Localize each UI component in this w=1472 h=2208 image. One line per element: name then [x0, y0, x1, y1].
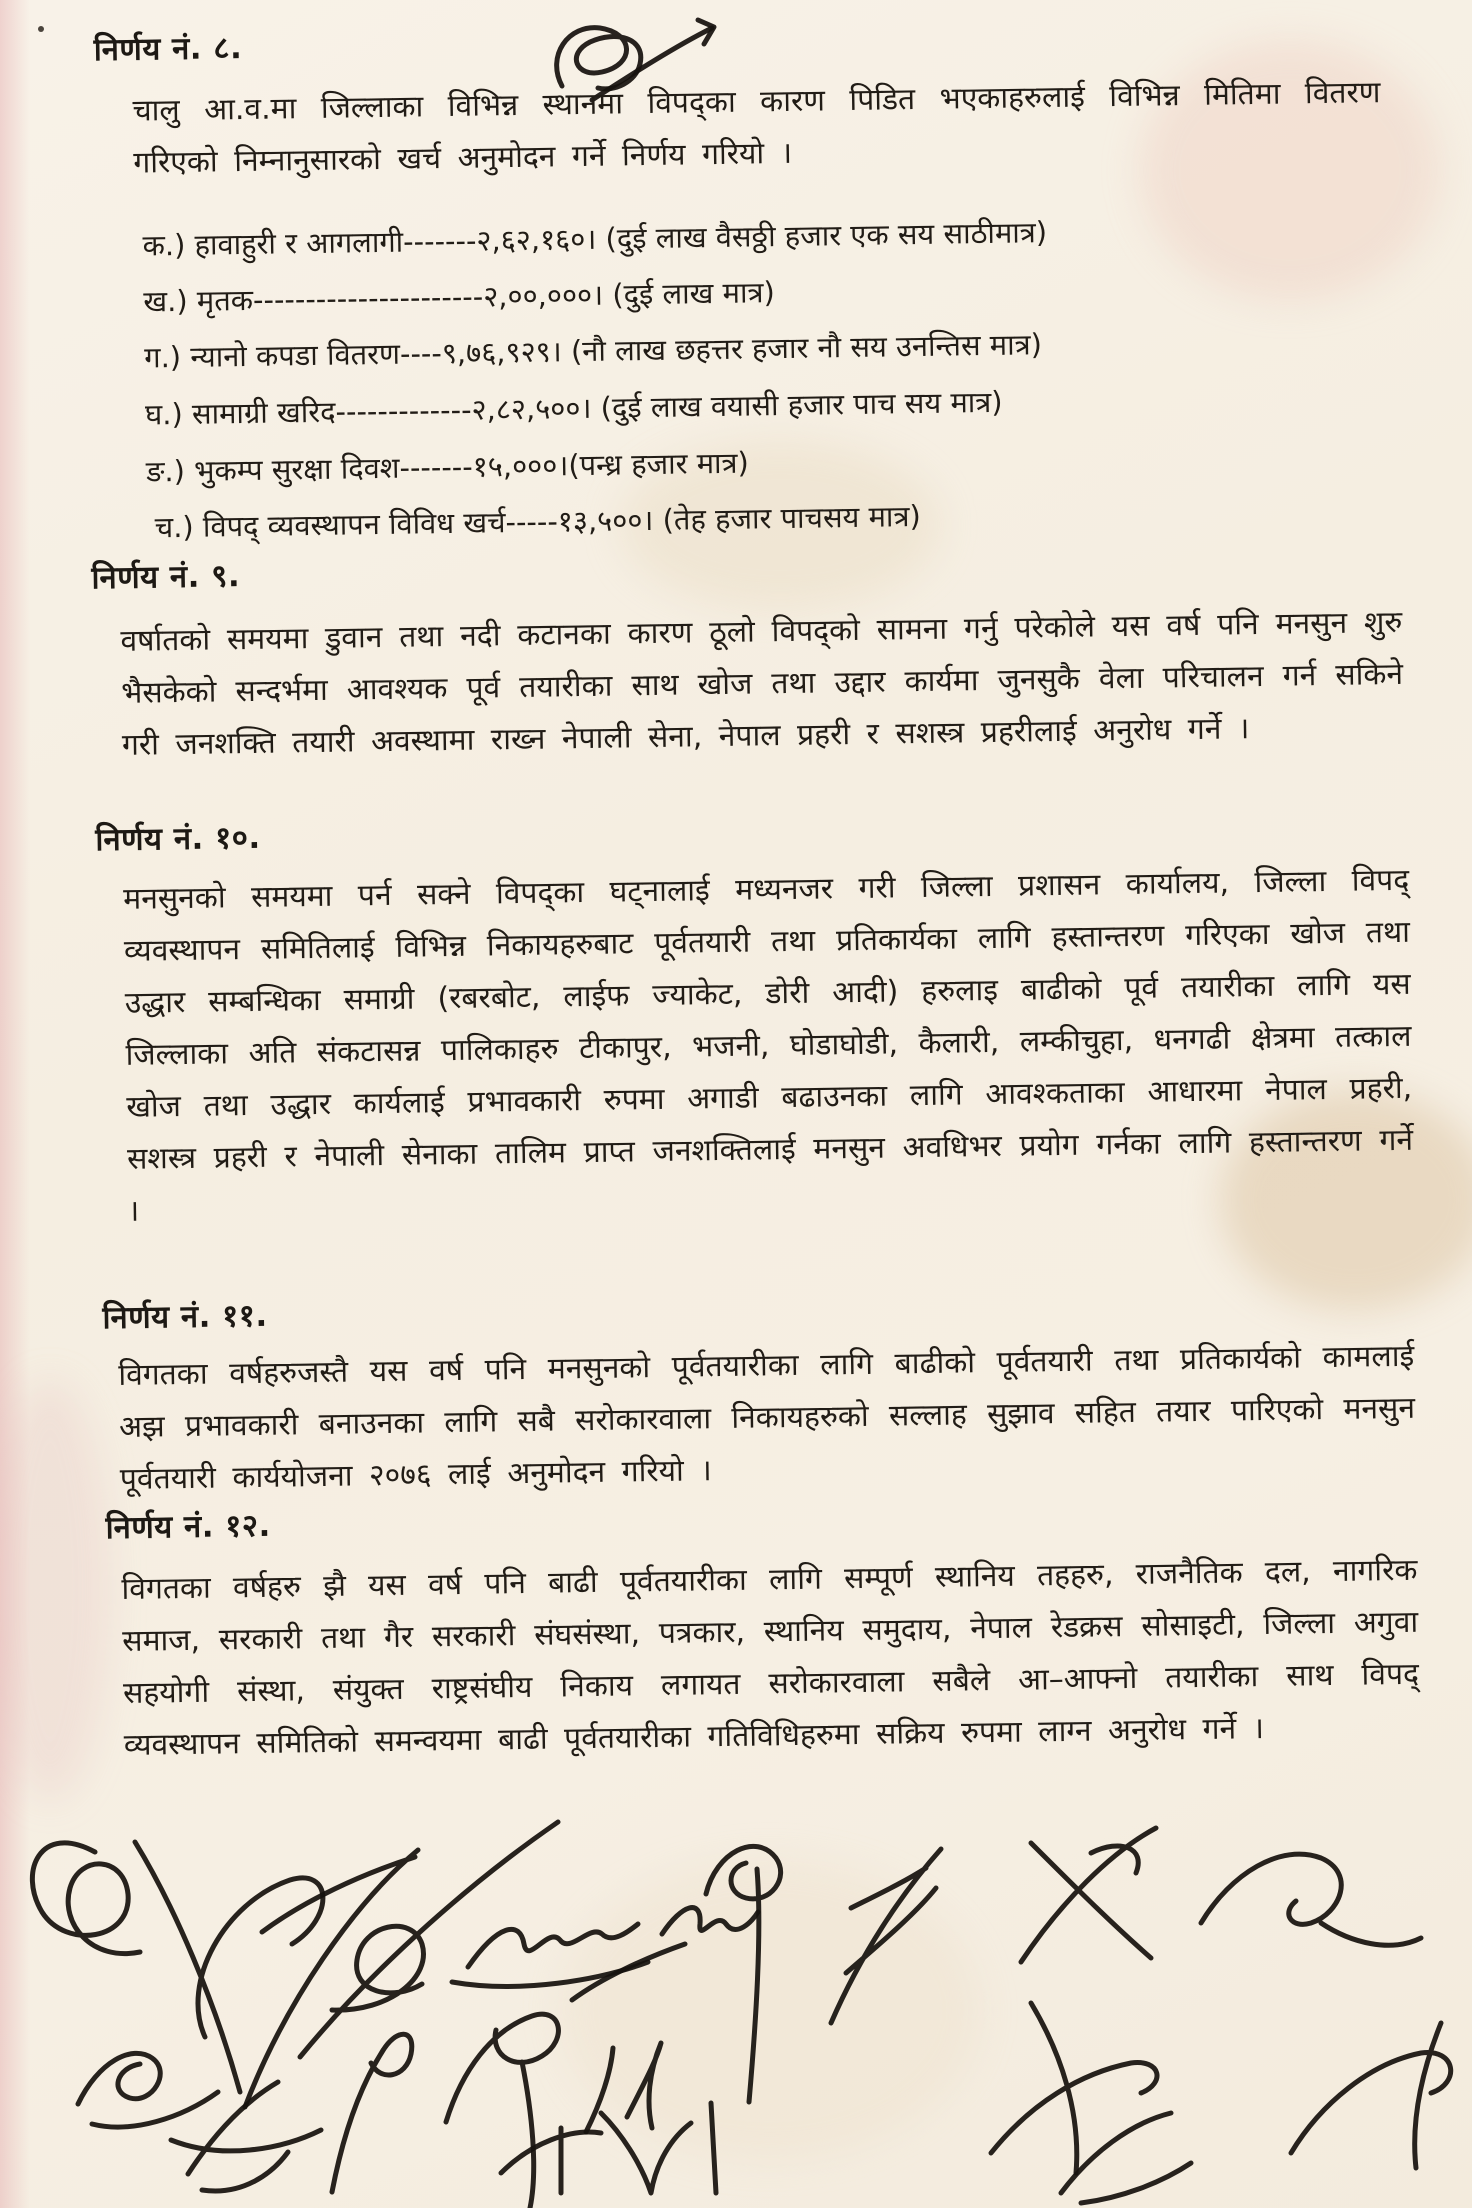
signature-10: [586, 2043, 661, 2132]
decision-11-body: विगतका वर्षहरुजस्तै यस वर्ष पनि मनसुनको पूर्वतयारीका लागि बाढीको पूर्वतयारी तथा प्रतिकार्यको कामलाई अझ प्रभावकारी बनाउनका लागि सबै सरोकारवाला निकायहरुको सल्लाह सुझाव सहित तयार पारिएको मनसुन पूर्वतयारी कार्ययोजना २०७६ लाई अनुमोदन गरियो ।: [118, 1338, 1416, 1497]
decision-10-body: मनसुनको समयमा पर्न सक्ने विपद्का घट्नालाई मध्यनजर गरी जिल्ला प्रशासन कार्यालय, जिल्ला विपद् व्यवस्थापन समितिलाई विभिन्न निकायहरुबाट पूर्वतयारी तथा प्रतिकार्यका लागि हस्तान्तरण गरिएका खोज तथा उद्धार सम्बन्धिका समाग्री (रबरबोट, लाईफ ज्याकेट, डोरी आदी) हरुलाइ बाढीको पूर्व तयारीका लागि यस जिल्लाका अति संकटासन्न पालिकाहरु टीकापुर, भजनी, घोडाघोडी, कैलारी, लम्कीचुहा, धनगढी क्षेत्रमा तत्काल खोज तथा उद्धार कार्यलाई प्रभावकारी रुपमा अगाडी बढाउनका लागि आवश्कताका आधारमा नेपाल प्रहरी, सशस्त्र प्रहरी र नेपाली सेनाका तालिम प्राप्त जनशक्तिलाई मनसुन अवधिभर प्रयोग गर्नका लागि हस्तान्तरण गर्ने ।: [123, 862, 1414, 1229]
decision-8-item-nga: ङ.) भुकम्प सुरक्षा दिवश-------१५,०००।(पन्ध्र हजार मात्र): [145, 445, 750, 489]
decision-8-item-kha: ख.) मृतक----------------------२,००,०००। (दुई लाख मात्र): [143, 275, 776, 319]
decision-9-body: वर्षातको समयमा डुवान तथा नदी कटानका कारण ठूलो विपद्को सामना गर्नु परेकोले यस वर्ष पनि मनसुन शुरु भैसकेको सन्दर्भमा आवश्यक पूर्व तयारीका साथ खोज तथा उद्दार कार्यमा जुनसुकै वेला परिचालन गर्न सकिने गरी जनशक्ति तयारी अवस्थामा राख्न नेपाली सेना, नेपाल प्रहरी र सशस्त्र प्रहरीलाई अनुरोध गर्ने ।: [120, 604, 1404, 763]
signature-12: [831, 1849, 941, 2023]
signature-16: [1291, 2023, 1451, 2168]
signature-8: [332, 2034, 412, 2192]
decision-8-item-cha: च.) विपद् व्यवस्थापन विविध खर्च-----१३,५००। (तेह हजार पाचसय मात्र): [154, 499, 921, 545]
signature-11: [706, 1846, 781, 2102]
signature-15: [991, 2003, 1157, 2173]
decision-10-heading: निर्णय नं. १०.: [95, 819, 261, 859]
decision-8-body: चालु आ.व.मा जिल्लाका विभिन्न स्थानमा विपद्का कारण पिडित भएकाहरुलाई विभिन्न मितिमा वितरण गरिएको निम्नानुसारको खर्च अनुमोदन गर्ने निर्णय गरियो ।: [132, 75, 1381, 181]
signature-13: [1021, 1828, 1156, 1962]
signature-14: [1201, 1854, 1421, 1945]
decision-11-heading: निर्णय नं. ११.: [102, 1297, 268, 1337]
signature-18: [1061, 2113, 1191, 2203]
decision-9-heading: निर्णय नं. ९.: [91, 558, 241, 597]
signature-6: [78, 2053, 218, 2127]
signature-4: [452, 1924, 648, 1986]
decision-8-item-gha: घ.) सामाग्री खरिद-------------२,८२,५००। (दुई लाख वयासी हजार पाच सय मात्र): [144, 384, 1003, 432]
decision-8-heading: निर्णय नं. ८.: [93, 30, 243, 69]
decision-8-item-ka: क.) हावाहुरी र आगलागी-------२,६२,१६०। (दुई लाख वैसठ्ठी हजार एक सय साठीमात्र): [142, 215, 1048, 263]
signature-9: [446, 2014, 558, 2208]
signature-1: [32, 1842, 323, 2092]
decision-12-body: विगतका वर्षहरु झै यस वर्ष पनि बाढी पूर्वतयारीका लागि सम्पूर्ण स्थानिय तहहरु, राजनैतिक दल, नागरिक समाज, सरकारी तथा गैर सरकारी संघसंस्था, पत्रकार, स्थानिय समुदाय, नेपाल रेडक्रस सोसाइटी, जिल्ला अगुवा सहयोगी संस्था, संयुक्त राष्ट्रसंघीय निकाय लगायत सरोकारवाला सबैले आ–आफ्नो तयारीका साथ विपद् व्यवस्थापन समितिको समन्वयमा बाढी पूर्वतयारीका गतिविधिहरुमा सक्रिय रुपमा लाग्न अनुरोध गर्ने ।: [121, 1552, 1420, 1763]
decision-8-item-ga: ग.) न्यानो कपडा वितरण----९,७६,९२९। (नौ लाख छहत्तर हजार नौ सय उनन्तिस मात्र): [143, 327, 1043, 375]
signature-5: [572, 1908, 758, 2000]
committee-signatures-block: [0, 1772, 1472, 2208]
decision-12-heading: निर्णय नं. १२.: [105, 1507, 272, 1547]
